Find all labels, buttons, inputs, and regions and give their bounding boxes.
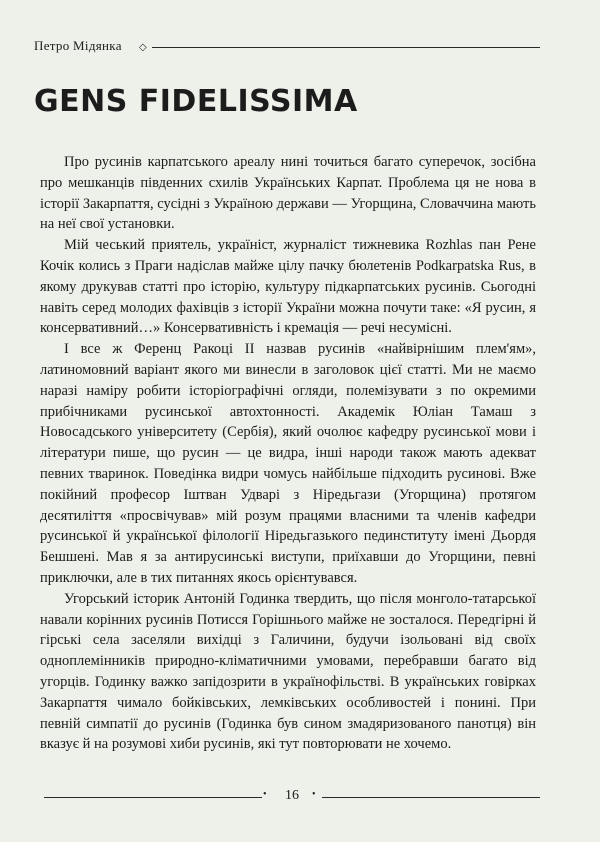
- footer-bullet-icon-left: •: [263, 789, 267, 800]
- page-footer: [44, 788, 540, 808]
- running-header: [34, 38, 540, 56]
- paragraph-2: Мій чеський приятель, україніст, журналіст тижневика Rozhlas пан Рене Кочік колись з Праги надіслав майже цілу пачку бюлетенів Podkarpatska Rus, в якому друкував статті про історію, культуру підкарпатських русинів. Сьогодні навіть серед молодих фахівців з історії України можна почути таке: «Я русин, я консервативний…» Консервативність і кремація — речі несумісні.: [40, 237, 536, 337]
- header-rule: [152, 47, 540, 48]
- header-ornament-icon: ◇: [139, 42, 147, 53]
- footer-rule-right: [322, 797, 540, 798]
- article-title: GENS FIDELISSIMA: [34, 84, 358, 119]
- paragraph-3: І все ж Ференц Ракоці II назвав русинів «найвірнішим плем'ям», латиномовний варіант якого ми винесли в заголовок цієї статті. Ми не маємо наразі наміру робити історіографічні огляди, полемізувати з по окремими прибічниками русинської автохтонності. Академік Юліан Тамаш з Новосадського університету (Сербія), який очолює кафедру русинської мови і літератури пише, що русин — це видра, інші народи також мають адекват певних тваринок. Поведінка видри чомусь найбільше підходить русинові. Вже покійний професор Іштван Удварі з Ніредьгази (Угорщина) протягом десятиліття «просвічував» мій розум працями власними та членів кафедри русинської й української філології Ніредьгазького пединституту імені Дьордя Бешшені. Мав я за антирусинські виступи, приїхавши до Угорщини, певні приключки, але в тих питаннях якось орієнтувався.: [40, 341, 536, 586]
- paragraph-1: Про русинів карпатського ареалу нині точиться багато суперечок, зосібна про мешканців південних схилів Українських Карпат. Проблема ця не нова в історії Закарпаття, сусідні з Україною держави — Угорщина, Словаччина мають на неї свої установки.: [40, 154, 536, 233]
- header-author: Петро Мідянка: [34, 38, 122, 53]
- paragraph-4: Угорський історик Антоній Годинка твердить, що після монголо-татарської навали корінних русинів Потисся Горішнього майже не зосталося. Передгірні й гірські села заселяли вихідці з Галичини, будучи ізольовані від своїх одноплемінників природно-кліматичними умовами, перебравши багато від угорців. Годинку важко запідозрити в українофільстві. В українських говірках Закарпаття чимало бойківських, лемківських особливостей і понині. При певній симпатії до русинів (Годинка був сином змадяризованого панотця) він вказує й на розумові хиби русинів, які тут повторювати не хочемо.: [40, 590, 536, 753]
- footer-bullet-icon-right: •: [312, 789, 316, 800]
- page-number: 16: [285, 788, 299, 803]
- footer-rule-left: [44, 797, 262, 798]
- article-body: [40, 152, 536, 755]
